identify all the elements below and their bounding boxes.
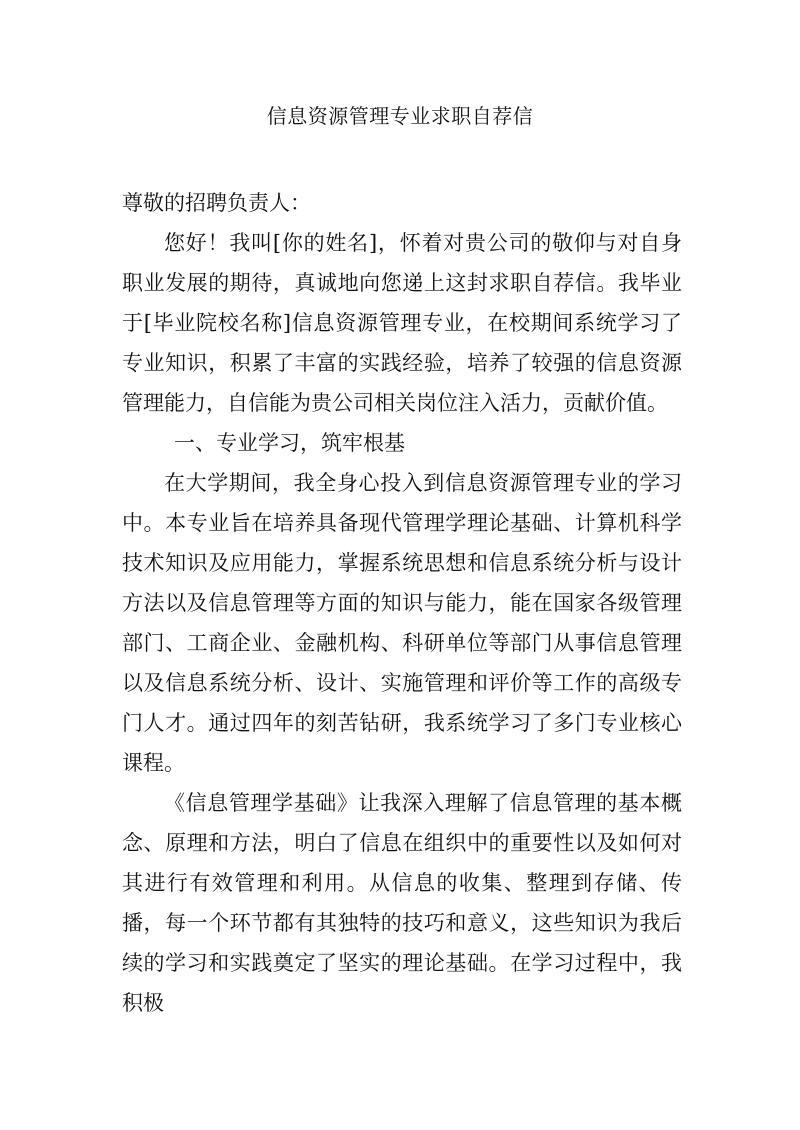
salutation: 尊敬的招聘负责人： xyxy=(122,191,311,215)
section-heading: 一、专业学习，筑牢根基 xyxy=(174,431,405,455)
letter-body xyxy=(122,183,682,1023)
study-paragraph: 在大学期间，我全身心投入到信息资源管理专业的学习中。本专业旨在培养具备现代管理学理论基础、计算机科学技术知识及应用能力，掌握系统思想和信息系统分析与设计方法以及信息管理等方面的知识与能力，能在国家各级管理部门、工商企业、金融机构、科研单位等部门从事信息管理以及信息系统分析、设计、实施管理和评价等工作的高级专门人才。通过四年的刻苦钻研，我系统学习了多门专业核心课程。 xyxy=(122,471,682,775)
intro-paragraph: 您好！我叫[你的姓名]，怀着对贵公司的敬仰与对自身职业发展的期待，真诚地向您递上这封求职自荐信。我毕业于[毕业院校名称]信息资源管理专业，在校期间系统学习了专业知识，积累了丰富的实践经验，培养了较强的信息资源管理能力，自信能为贵公司相关岗位注入活力，贡献价值。 xyxy=(122,231,682,415)
document-title: 信息资源管理专业求职自荐信 xyxy=(266,104,534,128)
course-paragraph: 《信息管理学基础》让我深入理解了信息管理的基本概念、原理和方法，明白了信息在组织中的重要性以及如何对其进行有效管理和利用。从信息的收集、整理到存储、传播，每一个环节都有其独特的技巧和意义，这些知识为我后续的学习和实践奠定了坚实的理论基础。在学习过程中，我积极 xyxy=(122,791,682,1015)
